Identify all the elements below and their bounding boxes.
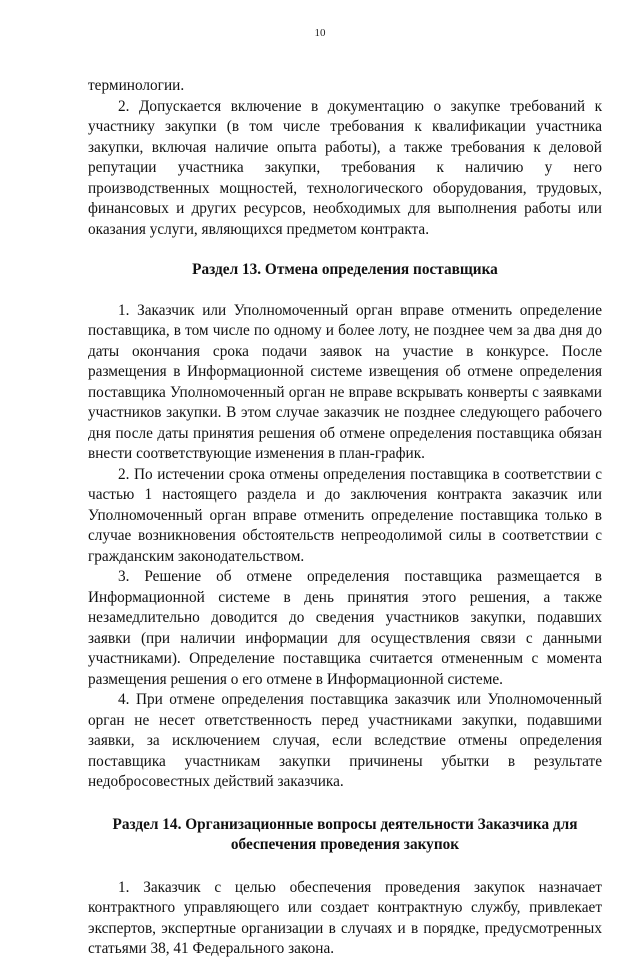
paragraph-requirements: 2. Допускается включение в документацию о закупке требований к участнику закупки (в том числе требования к квалификации участника закупки, включая наличие опыта работы), а также требования к деловой репутации участника закупки, требования к наличию у него производственных мощностей, технологического оборудования, трудовых, финансовых и других ресурсов, необходимых для выполнения работы или оказания услуги, являющихся предметом контракта. — [88, 97, 602, 238]
section-13-paragraph-1: 1. Заказчик или Уполномоченный орган вправе отменить определение поставщика, в том числе по одному и более лоту, не позднее чем за два дня до даты окончания срока подачи заявок на участие в конкурсе. После размещения в Информационной системе извещения об отмене определения поставщика Уполномоченный орган не вправе вскрывать конверты с заявками участников закупки. В этом случае заказчик не позднее следующего рабочего дня после даты принятия решения об отмене определения поставщика обязан внести соответствующие изменения в план-график. — [88, 301, 602, 462]
section-14-heading-line-2: обеспечения проведения закупок — [230, 836, 460, 853]
document-body — [88, 76, 602, 960]
section-14-heading — [88, 815, 602, 856]
section-14-paragraph-1: 1. Заказчик с целью обеспечения проведения закупок назначает контрактного управляющего или создает контрактную службу, привлекает экспертов, экспертные организации в случаях и в порядке, предусмотренных статьями 38, 41 Федерального закона. — [88, 878, 602, 957]
section-13-heading: Раздел 13. Отмена определения поставщика — [192, 261, 498, 278]
section-13-paragraph-2: 2. По истечении срока отмены определения поставщика в соответствии с частью 1 настоящего раздела и до заключения контракта заказчик или Уполномоченный орган вправе отменить определение поставщика только в случае возникновения обстоятельств непреодолимой силы в соответствии с гражданским законодательством. — [88, 465, 602, 565]
page-number: 10 — [314, 27, 326, 39]
section-13-paragraph-3: 3. Решение об отмене определения поставщика размещается в Информационной системе в день принятия этого решения, а также незамедлительно доводится до сведения участников закупки, подавших заявки (при наличии информации для осуществления связи с данными участниками). Определение поставщика считается отмененным с момента размещения решения о его отмене в Информационной системе. — [88, 568, 602, 688]
section-13-paragraph-4: 4. При отмене определения поставщика заказчик или Уполномоченный орган не несет ответственность перед участниками закупки, подавшими заявки, за исключением случая, если вследствие отмены определения поставщика участникам закупки причинены убытки в результате недобросовестных действий заказчика. — [88, 691, 602, 790]
section-14-heading-line-1: Раздел 14. Организационные вопросы деятельности Заказчика для — [112, 815, 578, 833]
paragraph-continuation: терминологии. — [88, 77, 185, 94]
